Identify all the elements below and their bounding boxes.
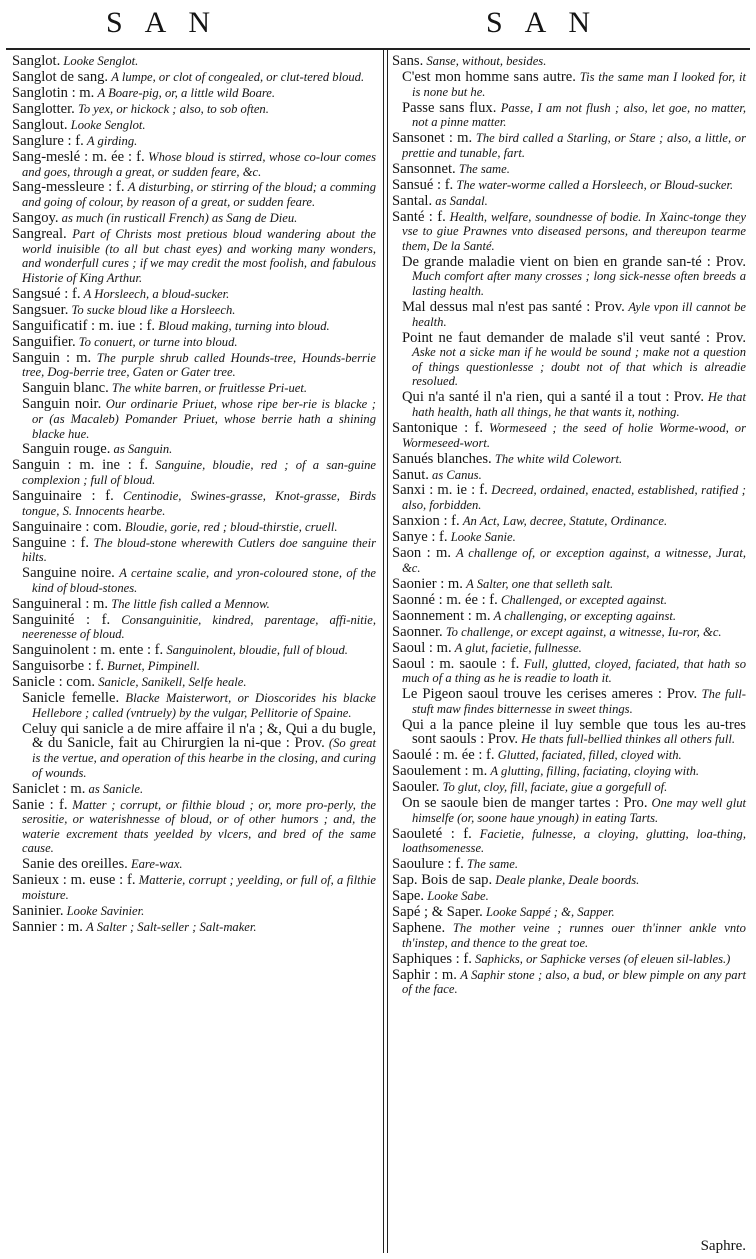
dictionary-entry	[12, 873, 376, 902]
entry-definition: The bloud-stone wherewith Cutlers doe sanguine their hilts.	[22, 535, 377, 565]
entry-headword: Sannier : m.	[12, 918, 83, 935]
entry-headword: Sanguisorbe : f.	[12, 658, 105, 675]
entry-definition: Looke Sappé ; &, Sapper.	[485, 905, 615, 920]
entry-headword: Saphene.	[392, 920, 446, 937]
entry-definition: The water-worme called a Horsleech, or Bloud-sucker.	[456, 177, 734, 192]
left-running-head: SAN	[106, 6, 233, 39]
dictionary-entry	[12, 458, 376, 487]
entry-headword: Saouler.	[392, 779, 440, 796]
dictionary-entry	[392, 780, 746, 795]
entry-headword: Sanguinolent : m. ente : f.	[12, 642, 164, 659]
entry-definition: To yex, or hickock ; also, to sob often.	[78, 101, 269, 116]
entry-headword: Celuy qui sanicle a de mire affaire il n'a ; &, Qui a du bugle, & du Sanicle, fait au Chirurgien la ni-que : Prov.	[22, 720, 376, 752]
entry-headword: On se saoule bien de manger tartes : Pro.	[402, 795, 648, 812]
dictionary-entry	[12, 287, 376, 302]
dictionary-entry	[12, 722, 376, 780]
entry-definition: The same.	[466, 857, 518, 872]
entry-headword: Passe sans flux.	[402, 99, 497, 116]
entry-definition: A challenge of, or exception against, a witnesse, Jurat, &c.	[402, 546, 746, 575]
entry-definition: The white wild Colewort.	[494, 451, 623, 466]
entry-definition: The bird called a Starling, or Stare ; also, a little, or prettie and tunable, fart.	[402, 131, 746, 160]
entry-headword: Sanieux : m. euse : f.	[12, 872, 136, 889]
entry-definition: Looke Sanie.	[450, 530, 516, 545]
entry-definition: Bloudie, gorie, red ; bloud-thirstie, cruell.	[125, 519, 338, 534]
dictionary-entry	[12, 798, 376, 856]
dictionary-entry	[12, 150, 376, 179]
entry-definition: as Sanicle.	[88, 781, 144, 796]
entry-definition: Consanguinitie, kindred, parentage, affi-nitie, neerenesse of bloud.	[22, 612, 376, 642]
entry-definition: Tis the same man I looked for, it is none but he.	[412, 69, 746, 99]
dictionary-entry	[12, 489, 376, 518]
entry-headword: De grande maladie vient on bien en grande san-té : Prov.	[402, 253, 746, 270]
entry-definition: Glutted, faciated, filled, cloyed with.	[497, 748, 682, 763]
dictionary-entry	[392, 968, 746, 997]
entry-headword: Sanglot de sang.	[12, 68, 109, 85]
dictionary-entry	[392, 162, 746, 177]
entry-definition: To challenge, or except against, a witnesse, Iu-ror, &c.	[445, 624, 722, 639]
dictionary-entry	[392, 641, 746, 656]
entry-headword: Sanguin rouge.	[22, 441, 111, 458]
entry-definition: Saphicks, or Saphicke verses (of eleuen sil-lables.)	[475, 951, 731, 966]
entry-headword: Saphir : m.	[392, 966, 457, 983]
dictionary-entry	[12, 211, 376, 226]
entry-headword: Point ne faut demander de malade s'il veut santé : Prov.	[402, 329, 746, 346]
entry-headword: Saninier.	[12, 902, 64, 919]
entry-definition: (So great is the vertue, and operation of this hearbe in the closing, and curing of wounds.	[32, 736, 376, 780]
entry-headword: Sanut.	[392, 466, 429, 483]
entry-headword: Sanie des oreilles.	[22, 856, 128, 873]
entry-headword: Santal.	[392, 192, 433, 209]
dictionary-entry	[12, 597, 376, 612]
dictionary-entry	[12, 70, 376, 85]
entry-headword: Saoulé : m. ée : f.	[392, 747, 495, 764]
entry-definition: Decreed, ordained, enacted, established, ratified ; also, forbidden.	[402, 483, 747, 513]
entry-headword: Sanguine : f.	[12, 534, 90, 551]
entry-headword: Sanguin : m. ine : f.	[12, 457, 149, 474]
entry-headword: Sap. Bois de sap.	[392, 872, 493, 889]
entry-headword: Sanguin blanc.	[22, 380, 109, 397]
dictionary-entry	[12, 675, 376, 690]
dictionary-entry	[12, 920, 376, 935]
entry-definition: Sanguine, bloudie, red ; of a san-guine complexion ; full of bloud.	[22, 458, 376, 488]
dictionary-entry	[12, 782, 376, 797]
entry-definition: The white barren, or fruitlesse Pri-uet.	[111, 381, 307, 396]
entry-definition: Health, welfare, soundnesse of bodie. In Xainc-tonge they vse to giue Prawnes vnto diseased persons, and thereupon tearme them, De la Santé.	[402, 209, 746, 253]
dictionary-entry	[392, 593, 746, 608]
dictionary-entry	[12, 659, 376, 674]
entry-definition: To glut, cloy, fill, faciate, giue a gorgefull of.	[442, 780, 668, 795]
entry-definition: Eare-wax.	[130, 857, 183, 872]
dictionary-entry	[12, 520, 376, 535]
entry-definition: Matter ; corrupt, or filthie bloud ; or, more pro-perly, the serositie, or waterishnesse of bloud, or of other humors ; and, the waterie excrement thats yeelded by vlcers, and bred of the same cause.	[22, 797, 376, 856]
entry-definition: A girding.	[86, 133, 138, 148]
dictionary-entry	[12, 227, 376, 285]
entry-headword: Sanicle : com.	[12, 674, 96, 691]
entry-headword: Saoul : m. saoule : f.	[392, 655, 520, 672]
entry-definition: Sanguinolent, bloudie, full of bloud.	[166, 643, 348, 658]
dictionary-entry	[12, 102, 376, 117]
entry-definition: Full, glutted, cloyed, faciated, that hath so much of a thing as he is readie to loath it.	[402, 656, 746, 686]
dictionary-entry	[392, 609, 746, 624]
entry-headword: Saoulure : f.	[392, 856, 464, 873]
dictionary-entry	[392, 546, 746, 575]
dictionary-entry	[392, 452, 746, 467]
dictionary-entry	[392, 194, 746, 209]
entry-definition: Facietie, fulnesse, a cloying, glutting, loa-thing, loathsomenesse.	[402, 826, 746, 856]
header-rule	[6, 48, 750, 50]
dictionary-entry	[392, 300, 746, 329]
entry-headword: Sanguin : m.	[12, 349, 92, 366]
entry-definition: A disturbing, or stirring of the bloud; a comming and going of colour, by reason of a great, or sudden feare.	[22, 180, 376, 210]
entry-definition: The full-stuft maw findes bitternesse in sweet things.	[412, 687, 746, 716]
dictionary-entry	[392, 873, 746, 888]
entry-headword: Qui n'a santé il n'a rien, qui a santé il a tout : Prov.	[402, 389, 705, 406]
entry-headword: Sang-messleure : f.	[12, 179, 125, 196]
entry-headword: Qui a la pance pleine il luy semble que tous les au-tres sont saouls : Prov.	[402, 716, 746, 748]
entry-definition: Looke Sabe.	[427, 889, 489, 904]
dictionary-entry	[392, 530, 746, 545]
dictionary-entry	[392, 483, 746, 512]
dictionary-entry	[392, 131, 746, 160]
entry-definition: Wormeseed ; the seed of holie Worme-wood, or Wormeseed-wort.	[402, 420, 746, 450]
running-headers	[0, 0, 756, 48]
entry-definition: Looke Savinier.	[66, 903, 145, 918]
entry-headword: Saonné : m. ée : f.	[392, 591, 498, 608]
entry-headword: Sanie : f.	[12, 796, 68, 813]
entry-headword: Saniclet : m.	[12, 780, 86, 797]
dictionary-entry	[12, 566, 376, 595]
entry-definition: An Act, Law, decree, Statute, Ordinance.	[462, 514, 668, 529]
entry-definition: A glutting, filling, faciating, cloying with.	[490, 764, 700, 779]
dictionary-entry	[392, 390, 746, 419]
entry-headword: Saonner.	[392, 623, 443, 640]
dictionary-entry	[12, 180, 376, 209]
entry-headword: Sansonnet.	[392, 160, 456, 177]
entry-definition: He thats full-bellied thinkes all others full.	[521, 732, 735, 747]
entry-definition: A lumpe, or clot of congealed, or clut-tered bloud.	[111, 69, 365, 84]
entry-headword: Sanués blanches.	[392, 450, 492, 467]
entry-headword: Sanguinité : f.	[12, 611, 111, 628]
entry-definition: Ayle vpon ill cannot be health.	[412, 300, 746, 329]
entry-headword: Saonier : m.	[392, 575, 463, 592]
entry-headword: Sanglotter.	[12, 100, 75, 117]
dictionary-entry	[392, 210, 746, 254]
entry-definition: Challenged, or excepted against.	[500, 592, 668, 607]
entry-definition: One may well glut himselfe (or, soone haue ynough) in eating Tarts.	[412, 796, 746, 825]
entry-headword: Saonnement : m.	[392, 607, 491, 624]
entry-headword: Sangsué : f.	[12, 285, 81, 302]
dictionary-entry	[392, 952, 746, 967]
entry-headword: Sanguifier.	[12, 333, 76, 350]
dictionary-entry	[392, 255, 746, 299]
dictionary-entry	[12, 397, 376, 441]
dictionary-entry	[392, 468, 746, 483]
entry-definition: Centinodie, Swines-grasse, Knot-grasse, Birds tongue, S. Innocents hearbe.	[22, 489, 376, 518]
dictionary-entry	[12, 857, 376, 872]
entry-headword: Sape.	[392, 888, 425, 905]
entry-headword: Sanglout.	[12, 116, 68, 133]
catchword: Saphre.	[700, 1238, 746, 1254]
entry-definition: A Saphir stone ; also, a bud, or blew pimple on any part of the face.	[402, 967, 746, 997]
entry-headword: Sangoy.	[12, 210, 59, 227]
dictionary-entry	[392, 514, 746, 529]
dictionary-entry	[12, 118, 376, 133]
entry-definition: Burnet, Pimpinell.	[107, 659, 200, 674]
entry-definition: The mother veine ; runnes ouer th'inner ankle vnto th'instep, and thence to the great toe.	[402, 921, 746, 950]
entry-definition: To sucke bloud like a Horsleech.	[71, 302, 236, 317]
dictionary-entry	[392, 857, 746, 872]
right-column	[392, 54, 746, 998]
entry-headword: Sang-meslé : m. ée : f.	[12, 148, 145, 165]
entry-headword: Sanguin noir.	[22, 396, 102, 413]
entry-headword: Sanglot.	[12, 53, 61, 69]
entry-headword: Santé : f.	[392, 208, 446, 225]
dictionary-entry	[392, 625, 746, 640]
dictionary-entry	[12, 351, 376, 380]
dictionary-entry	[12, 303, 376, 318]
dictionary-entry	[392, 657, 746, 686]
entry-headword: C'est mon homme sans autre.	[402, 68, 576, 85]
dictionary-entry	[392, 921, 746, 950]
dictionary-entry	[392, 421, 746, 450]
entry-definition: Part of Christs most pretious bloud wandering about the world inuisible (to all but chast eyes) and working many wonders, and wonderfull cures ; if we may credit the most foolish, and fabulous Historie of King Arthur.	[22, 227, 376, 285]
dictionary-entry	[392, 54, 746, 69]
dictionary-entry	[12, 643, 376, 658]
entry-definition: The purple shrub called Hounds-tree, Hounds-berrie tree, Dog-berrie tree, Gaten or Gater tree.	[22, 350, 376, 380]
dictionary-entry	[12, 536, 376, 565]
entry-definition: Our ordinarie Priuet, whose ripe ber-rie is blacke ; or (as Macaleb) Pomander Priuet, whose berrie hath a shining blacke hue.	[32, 397, 376, 441]
entry-headword: Sanglure : f.	[12, 132, 84, 149]
entry-definition: Aske not a sicke man if he would be sound ; make not a question of things questionlesse ; doubt not of that which is alreadie resolued.	[412, 345, 746, 389]
entry-headword: Sanicle femelle.	[22, 690, 120, 707]
entry-definition: A Horsleech, a bloud-sucker.	[83, 286, 230, 301]
entry-definition: Looke Senglot.	[70, 117, 146, 132]
entry-headword: Le Pigeon saoul trouve les cerises ameres : Prov.	[402, 686, 698, 703]
entry-headword: Mal dessus mal n'est pas santé : Prov.	[402, 299, 625, 316]
left-column	[12, 54, 376, 936]
entry-definition: as much (in rusticall French) as Sang de Dieu.	[61, 211, 298, 226]
entry-definition: A Boare-pig, or, a little wild Boare.	[97, 85, 276, 100]
entry-headword: Sanguineral : m.	[12, 595, 109, 612]
entry-definition: Much comfort after many crosses ; long sick-nesse often breeds a lasting health.	[412, 269, 746, 299]
dictionary-entry	[12, 319, 376, 334]
dictionary-entry	[392, 718, 746, 747]
entry-definition: A Salter ; Salt-seller ; Salt-maker.	[86, 919, 257, 934]
entry-headword: Sangsuer.	[12, 301, 69, 318]
entry-headword: Saoulement : m.	[392, 763, 488, 780]
dictionary-entry	[392, 889, 746, 904]
dictionary-entry	[12, 54, 376, 69]
entry-definition: He that hath health, hath all things, he that wants it, nothing.	[412, 390, 746, 419]
dictionary-entry	[12, 86, 376, 101]
entry-headword: Sanguinaire : com.	[12, 518, 122, 535]
entry-definition: The little fish called a Mennow.	[111, 596, 270, 611]
dictionary-entry	[12, 134, 376, 149]
entry-definition: as Canus.	[432, 467, 482, 482]
entry-headword: Sanguinaire : f.	[12, 488, 114, 505]
dictionary-entry	[392, 101, 746, 130]
dictionary-entry	[392, 70, 746, 99]
entry-definition: Bloud making, turning into bloud.	[158, 318, 330, 333]
dictionary-entry	[392, 748, 746, 763]
entry-headword: Saouleté : f.	[392, 825, 472, 842]
entry-definition: A glut, facietie, fullnesse.	[454, 640, 582, 655]
entry-definition: A certaine scalie, and yron-coloured stone, of the kind of bloud-stones.	[32, 566, 376, 595]
entry-definition: Matterie, corrupt ; yeelding, or full of, a filthie moisture.	[22, 873, 376, 902]
column-divider	[383, 50, 388, 1253]
entry-headword: Sansonet : m.	[392, 130, 473, 147]
entry-headword: Saon : m.	[392, 545, 452, 562]
dictionary-entry	[392, 905, 746, 920]
dictionary-entry	[12, 381, 376, 396]
dictionary-entry	[392, 687, 746, 716]
entry-definition: Passe, I am not flush ; also, let goe, no matter, not a pinne matter.	[412, 100, 747, 130]
entry-headword: Sansué : f.	[392, 176, 454, 193]
entry-definition: A challenging, or excepting against.	[493, 608, 677, 623]
right-running-head: SAN	[486, 6, 613, 39]
entry-definition: To conuert, or turne into bloud.	[78, 334, 238, 349]
dictionary-entry	[392, 764, 746, 779]
entry-headword: Sanye : f.	[392, 529, 448, 546]
entry-headword: Saoul : m.	[392, 639, 452, 656]
entry-definition: The same.	[458, 161, 510, 176]
dictionary-entry	[392, 577, 746, 592]
dictionary-entry	[392, 827, 746, 856]
entry-definition: Whose bloud is stirred, whose co-lour comes and goes, through a great, or sudden feare, &c.	[22, 149, 376, 179]
dictionary-entry	[392, 796, 746, 825]
entry-definition: Blacke Maisterwort, or Dioscorides his blacke Hellebore ; called (vntruely) by the vulgar, Pellitorie of Spaine.	[32, 691, 376, 720]
entry-headword: Sanxion : f.	[392, 513, 460, 530]
dictionary-entry	[392, 178, 746, 193]
entry-definition: Looke Senglot.	[63, 54, 139, 68]
dictionary-entry	[12, 613, 376, 642]
dictionary-entry	[12, 335, 376, 350]
entry-definition: Sanse, without, besides.	[426, 54, 547, 68]
dictionary-entry	[12, 442, 376, 457]
entry-headword: Sangreal.	[12, 226, 67, 243]
entry-definition: A Salter, one that selleth salt.	[466, 576, 614, 591]
entry-headword: Sanxi : m. ie : f.	[392, 482, 488, 499]
dictionary-entry	[392, 331, 746, 389]
entry-headword: Sanguine noire.	[22, 565, 115, 582]
entry-definition: as Sanguin.	[113, 442, 173, 457]
entry-headword: Sans.	[392, 53, 424, 69]
entry-headword: Sanglotin : m.	[12, 84, 95, 101]
entry-definition: Sanicle, Sanikell, Selfe heale.	[98, 675, 247, 690]
entry-headword: Sapé ; & Saper.	[392, 904, 483, 921]
entry-definition: as Sandal.	[435, 193, 488, 208]
entry-headword: Saphiques : f.	[392, 950, 472, 967]
entry-headword: Sanguificatif : m. iue : f.	[12, 317, 156, 334]
entry-definition: Deale planke, Deale boords.	[495, 873, 640, 888]
dictionary-entry	[12, 904, 376, 919]
entry-headword: Santonique : f.	[392, 419, 484, 436]
dictionary-entry	[12, 691, 376, 720]
